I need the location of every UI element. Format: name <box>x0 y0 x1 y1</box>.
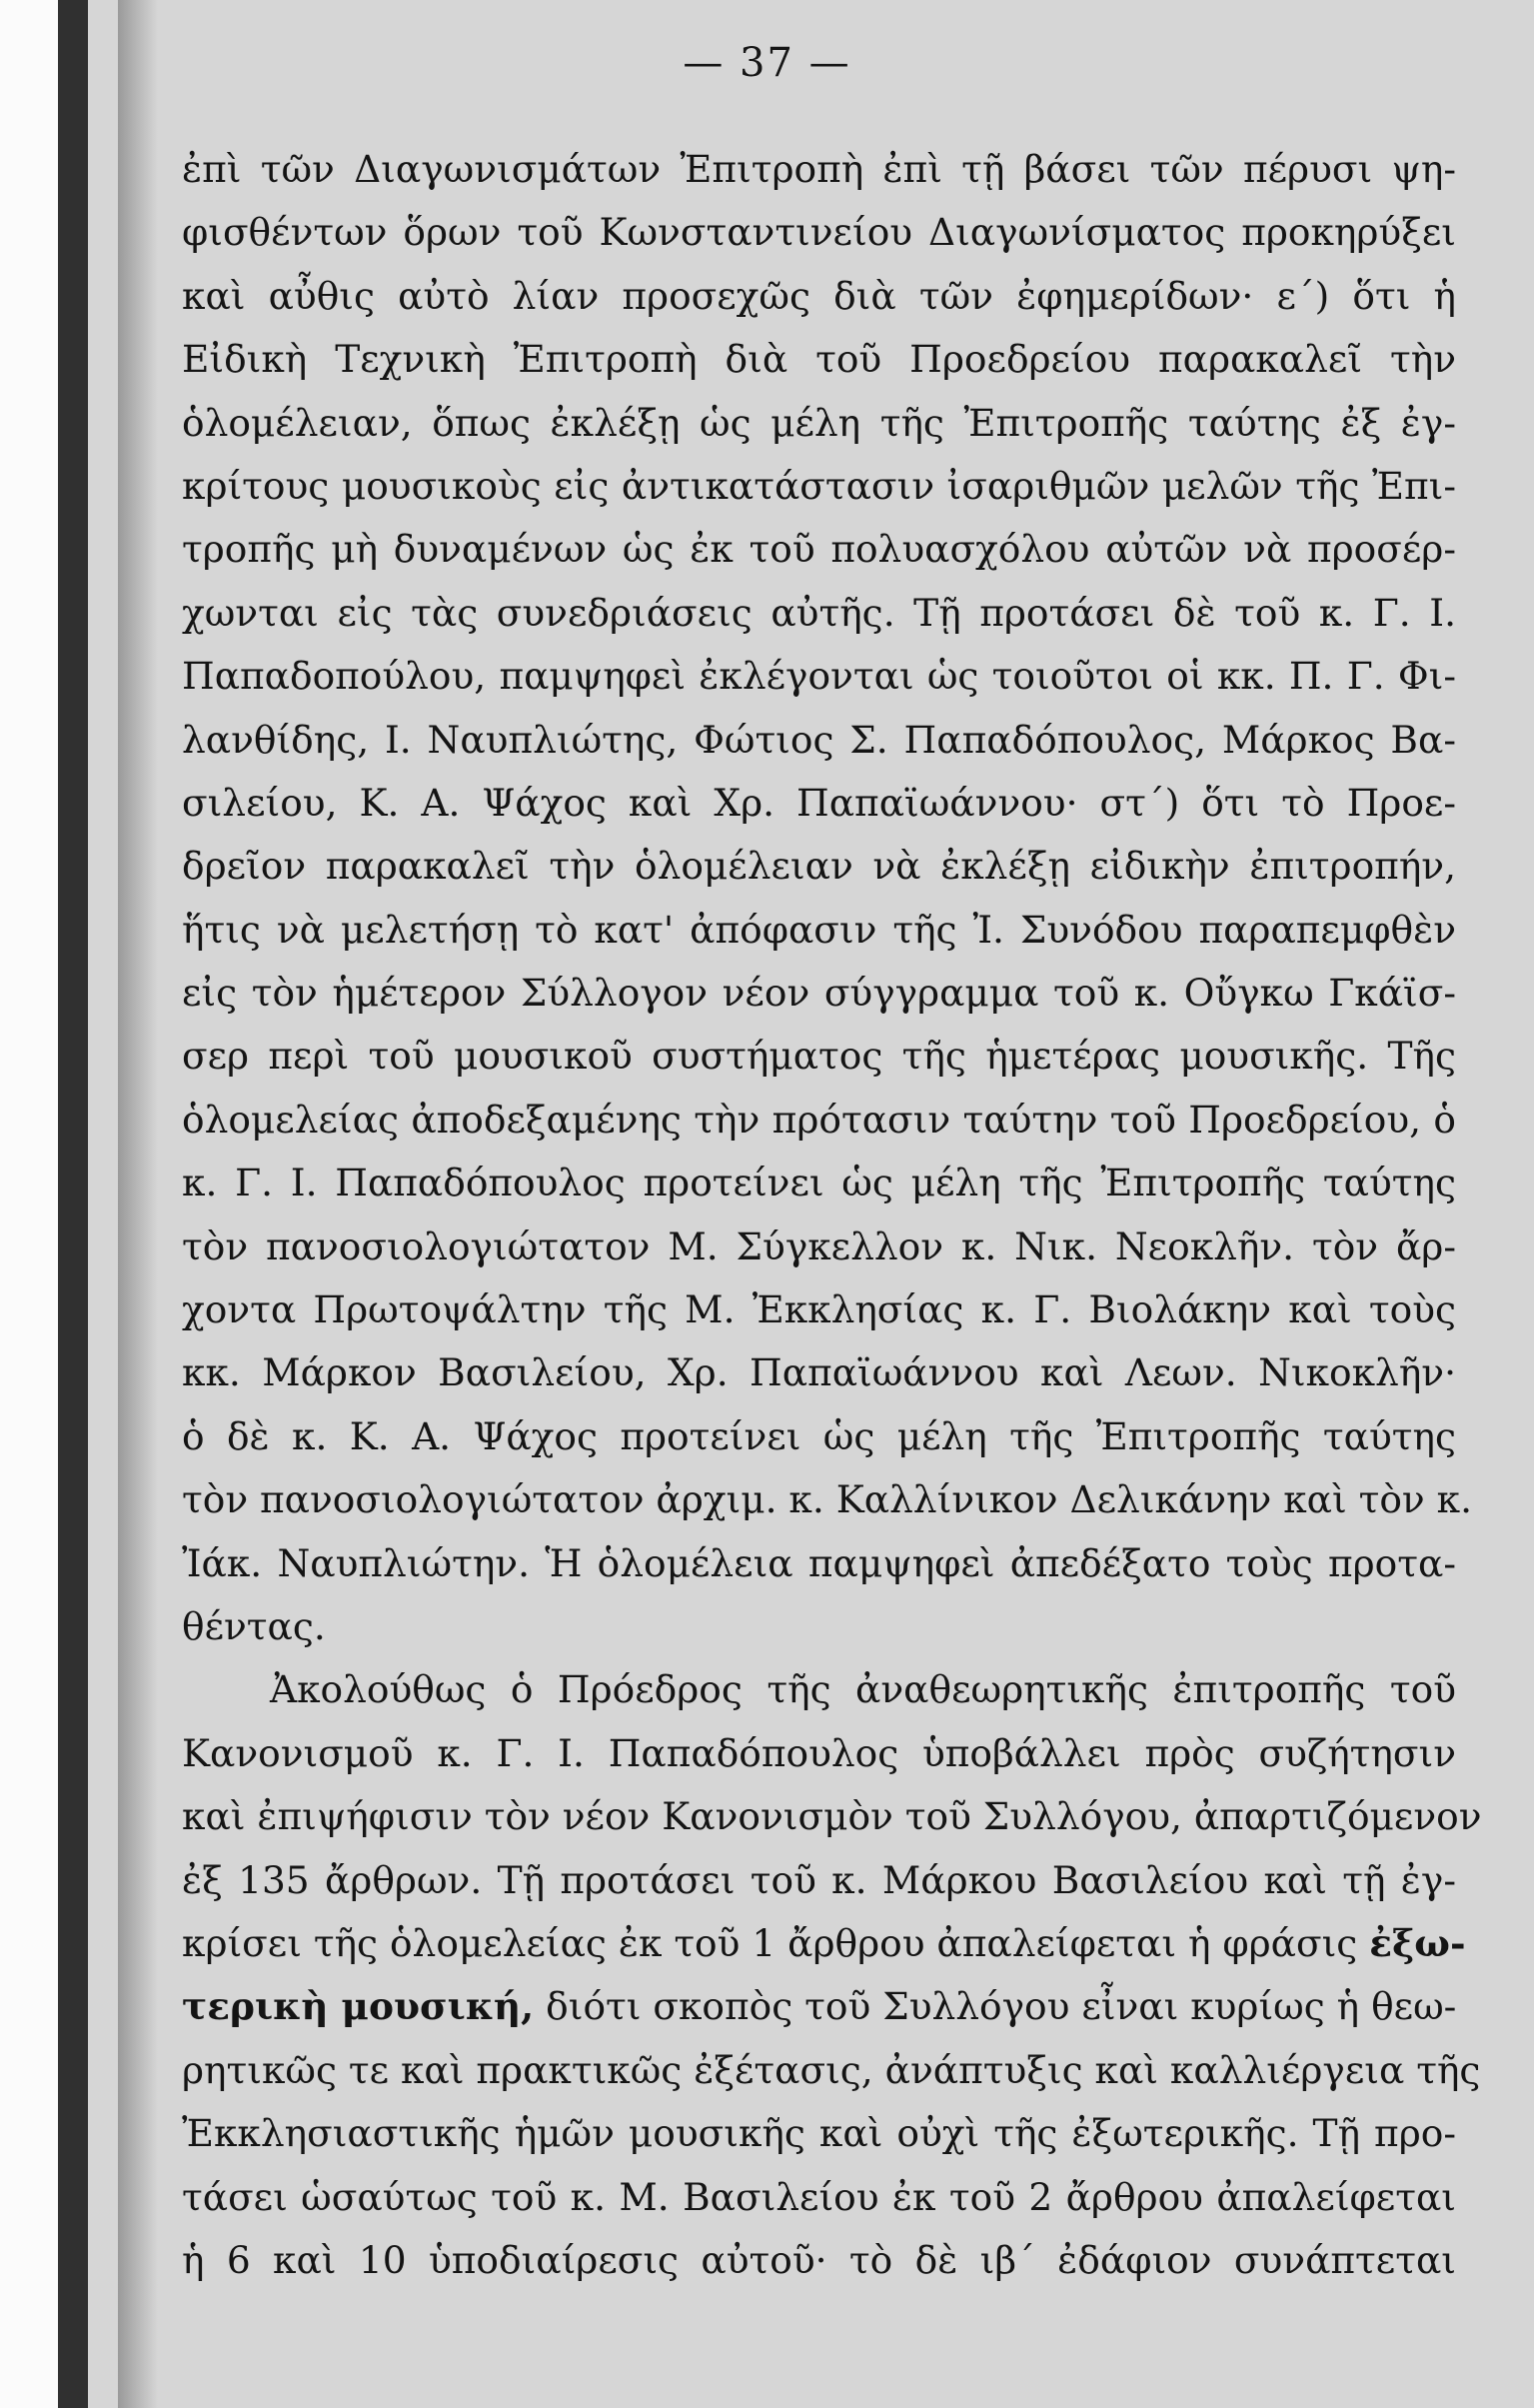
text-line: χοντα Πρωτοψάλτην τῆς Μ. Ἐκκλησίας κ. Γ. Βιολάκην καὶ τοὺς <box>182 1287 1456 1332</box>
text-line: τάσει ὡσαύτως τοῦ κ. Μ. Βασιλείου ἐκ τοῦ 2 ἄρθρου ἀπαλείφεται <box>182 2174 1456 2219</box>
text-line: ἐπὶ τῶν Διαγωνισμάτων Ἐπιτροπὴ ἐπὶ τῇ βάσει τῶν πέρυσι ψη- <box>182 147 1456 191</box>
text-line: Ἐκκλησιαστικῆς ἡμῶν μουσικῆς καὶ οὐχὶ τῆς ἐξωτερικῆς. Τῇ προ- <box>182 2111 1456 2156</box>
text-line: Εἰδικὴ Τεχνικὴ Ἐπιτροπὴ διὰ τοῦ Προεδρείου παρακαλεῖ τὴν <box>182 337 1456 382</box>
text-line: κρίτους μουσικοὺς εἰς ἀντικατάστασιν ἰσαριθμῶν μελῶν τῆς Ἐπι- <box>182 463 1456 508</box>
binding-shadow <box>118 0 158 2408</box>
text-line: σιλείου, Κ. Α. Ψάχος καὶ Χρ. Παπαϊωάννου· στ´) ὅτι τὸ Προε- <box>182 780 1456 825</box>
text-line: Ἰάκ. Ναυπλιώτην. Ἡ ὁλομέλεια παμψηφεὶ ἀπεδέξατο τοὺς προτα- <box>182 1540 1456 1585</box>
text-line: καὶ ἐπιψήφισιν τὸν νέον Κανονισμὸν τοῦ Συλλόγου, ἀπαρτιζόμενον <box>182 1794 1482 1839</box>
body-text <box>182 138 1482 2292</box>
text-line: χωνται εἰς τὰς συνεδριάσεις αὐτῆς. Τῇ προτάσει δὲ τοῦ κ. Γ. Ι. <box>182 590 1456 635</box>
text-line: Κανονισμοῦ κ. Γ. Ι. Παπαδόπουλος ὑποβάλλει πρὸς συζήτησιν <box>182 1730 1456 1775</box>
text-line: ὁλομελείας ἀποδεξαμένης τὴν πρότασιν ταύτην τοῦ Προεδρείου, ὁ <box>182 1097 1456 1142</box>
page-number: — 37 — <box>683 40 851 86</box>
text-line: ἥτις νὰ μελετήσῃ τὸ κατ' ἀπόφασιν τῆς Ἰ. Συνόδου παραπεμφθὲν <box>182 907 1456 952</box>
text-line: ὁλομέλειαν, ὅπως ἐκλέξῃ ὡς μέλη τῆς Ἐπιτροπῆς ταύτης ἐξ ἐγ- <box>182 400 1456 445</box>
text-run: διότι σκοπὸς τοῦ Συλλόγου εἶναι κυρίως ἡ θεω- <box>534 1984 1457 2029</box>
text-line <box>182 1975 1456 2038</box>
text-line: σερ περὶ τοῦ μουσικοῦ συστήματος τῆς ἡμετέρας μουσικῆς. Τῆς <box>182 1034 1456 1079</box>
paragraph-start-line: Ἀκολούθως ὁ Πρόεδρος τῆς ἀναθεωρητικῆς ἐπιτροπῆς τοῦ <box>270 1667 1456 1712</box>
text-line: ἡ 6 καὶ 10 ὑποδιαίρεσις αὐτοῦ· τὸ δὲ ιβ´ ἐδάφιον συνάπτεται <box>182 2237 1456 2282</box>
text-line: Παπαδοπούλου, παμψηφεὶ ἐκλέγονται ὡς τοιοῦτοι οἱ κκ. Π. Γ. Φι- <box>182 654 1456 699</box>
text-line: τὸν πανοσιολογιώτατον Μ. Σύγκελλον κ. Νικ. Νεοκλῆν. τὸν ἄρ- <box>182 1223 1456 1268</box>
paragraph-end-line: θέντας. <box>182 1603 326 1648</box>
text-line: λανθίδης, Ι. Ναυπλιώτης, Φώτιος Σ. Παπαδόπουλος, Μάρκος Βα- <box>182 717 1456 762</box>
text-line: τροπῆς μὴ δυναμένων ὡς ἐκ τοῦ πολυασχόλου αὐτῶν νὰ προσέρ- <box>182 527 1456 572</box>
bold-phrase: ἐξω- <box>1369 1920 1466 1965</box>
text-line: κκ. Μάρκον Βασιλείου, Χρ. Παπαϊωάννου καὶ Λεων. Νικοκλῆν· <box>182 1350 1456 1395</box>
bold-phrase: τερικὴ μουσική, <box>182 1984 535 2029</box>
text-line: ρητικῶς τε καὶ πρακτικῶς ἐξέτασις, ἀνάπτυξις καὶ καλλιέργεια τῆς <box>182 2047 1481 2092</box>
text-line: δρεῖον παρακαλεῖ τὴν ὁλομέλειαν νὰ ἐκλέξῃ εἰδικὴν ἐπιτροπήν, <box>182 844 1456 889</box>
text-line: φισθέντων ὅρων τοῦ Κωνσταντινείου Διαγωνίσματος προκηρύξει <box>182 210 1456 255</box>
text-line: τὸν πανοσιολογιώτατον ἀρχιμ. κ. Καλλίνικον Δελικάνην καὶ τὸν κ. <box>182 1477 1473 1522</box>
text-line: ὁ δὲ κ. Κ. Α. Ψάχος προτείνει ὡς μέλη τῆς Ἐπιτροπῆς ταύτης <box>182 1413 1456 1458</box>
text-line: εἰς τὸν ἡμέτερον Σύλλογον νέον σύγγραμμα τοῦ κ. Οὔγκω Γκάϊσ- <box>182 971 1456 1016</box>
text-line <box>182 1912 1466 1975</box>
text-line: καὶ αὖθις αὐτὸ λίαν προσεχῶς διὰ τῶν ἐφημερίδων· ε´) ὅτι ἡ <box>182 273 1456 318</box>
text-line: κ. Γ. Ι. Παπαδόπουλος προτείνει ὡς μέλη τῆς Ἐπιτροπῆς ταύτης <box>182 1161 1456 1205</box>
binding-edge <box>0 0 88 2408</box>
text-run: κρίσει τῆς ὁλομελείας ἐκ τοῦ 1 ἄρθρου ἀπαλείφεται ἡ φράσις <box>182 1920 1370 1965</box>
text-line: ἐξ 135 ἄρθρων. Τῇ προτάσει τοῦ κ. Μάρκου Βασιλείου καὶ τῇ ἐγ- <box>182 1857 1456 1902</box>
